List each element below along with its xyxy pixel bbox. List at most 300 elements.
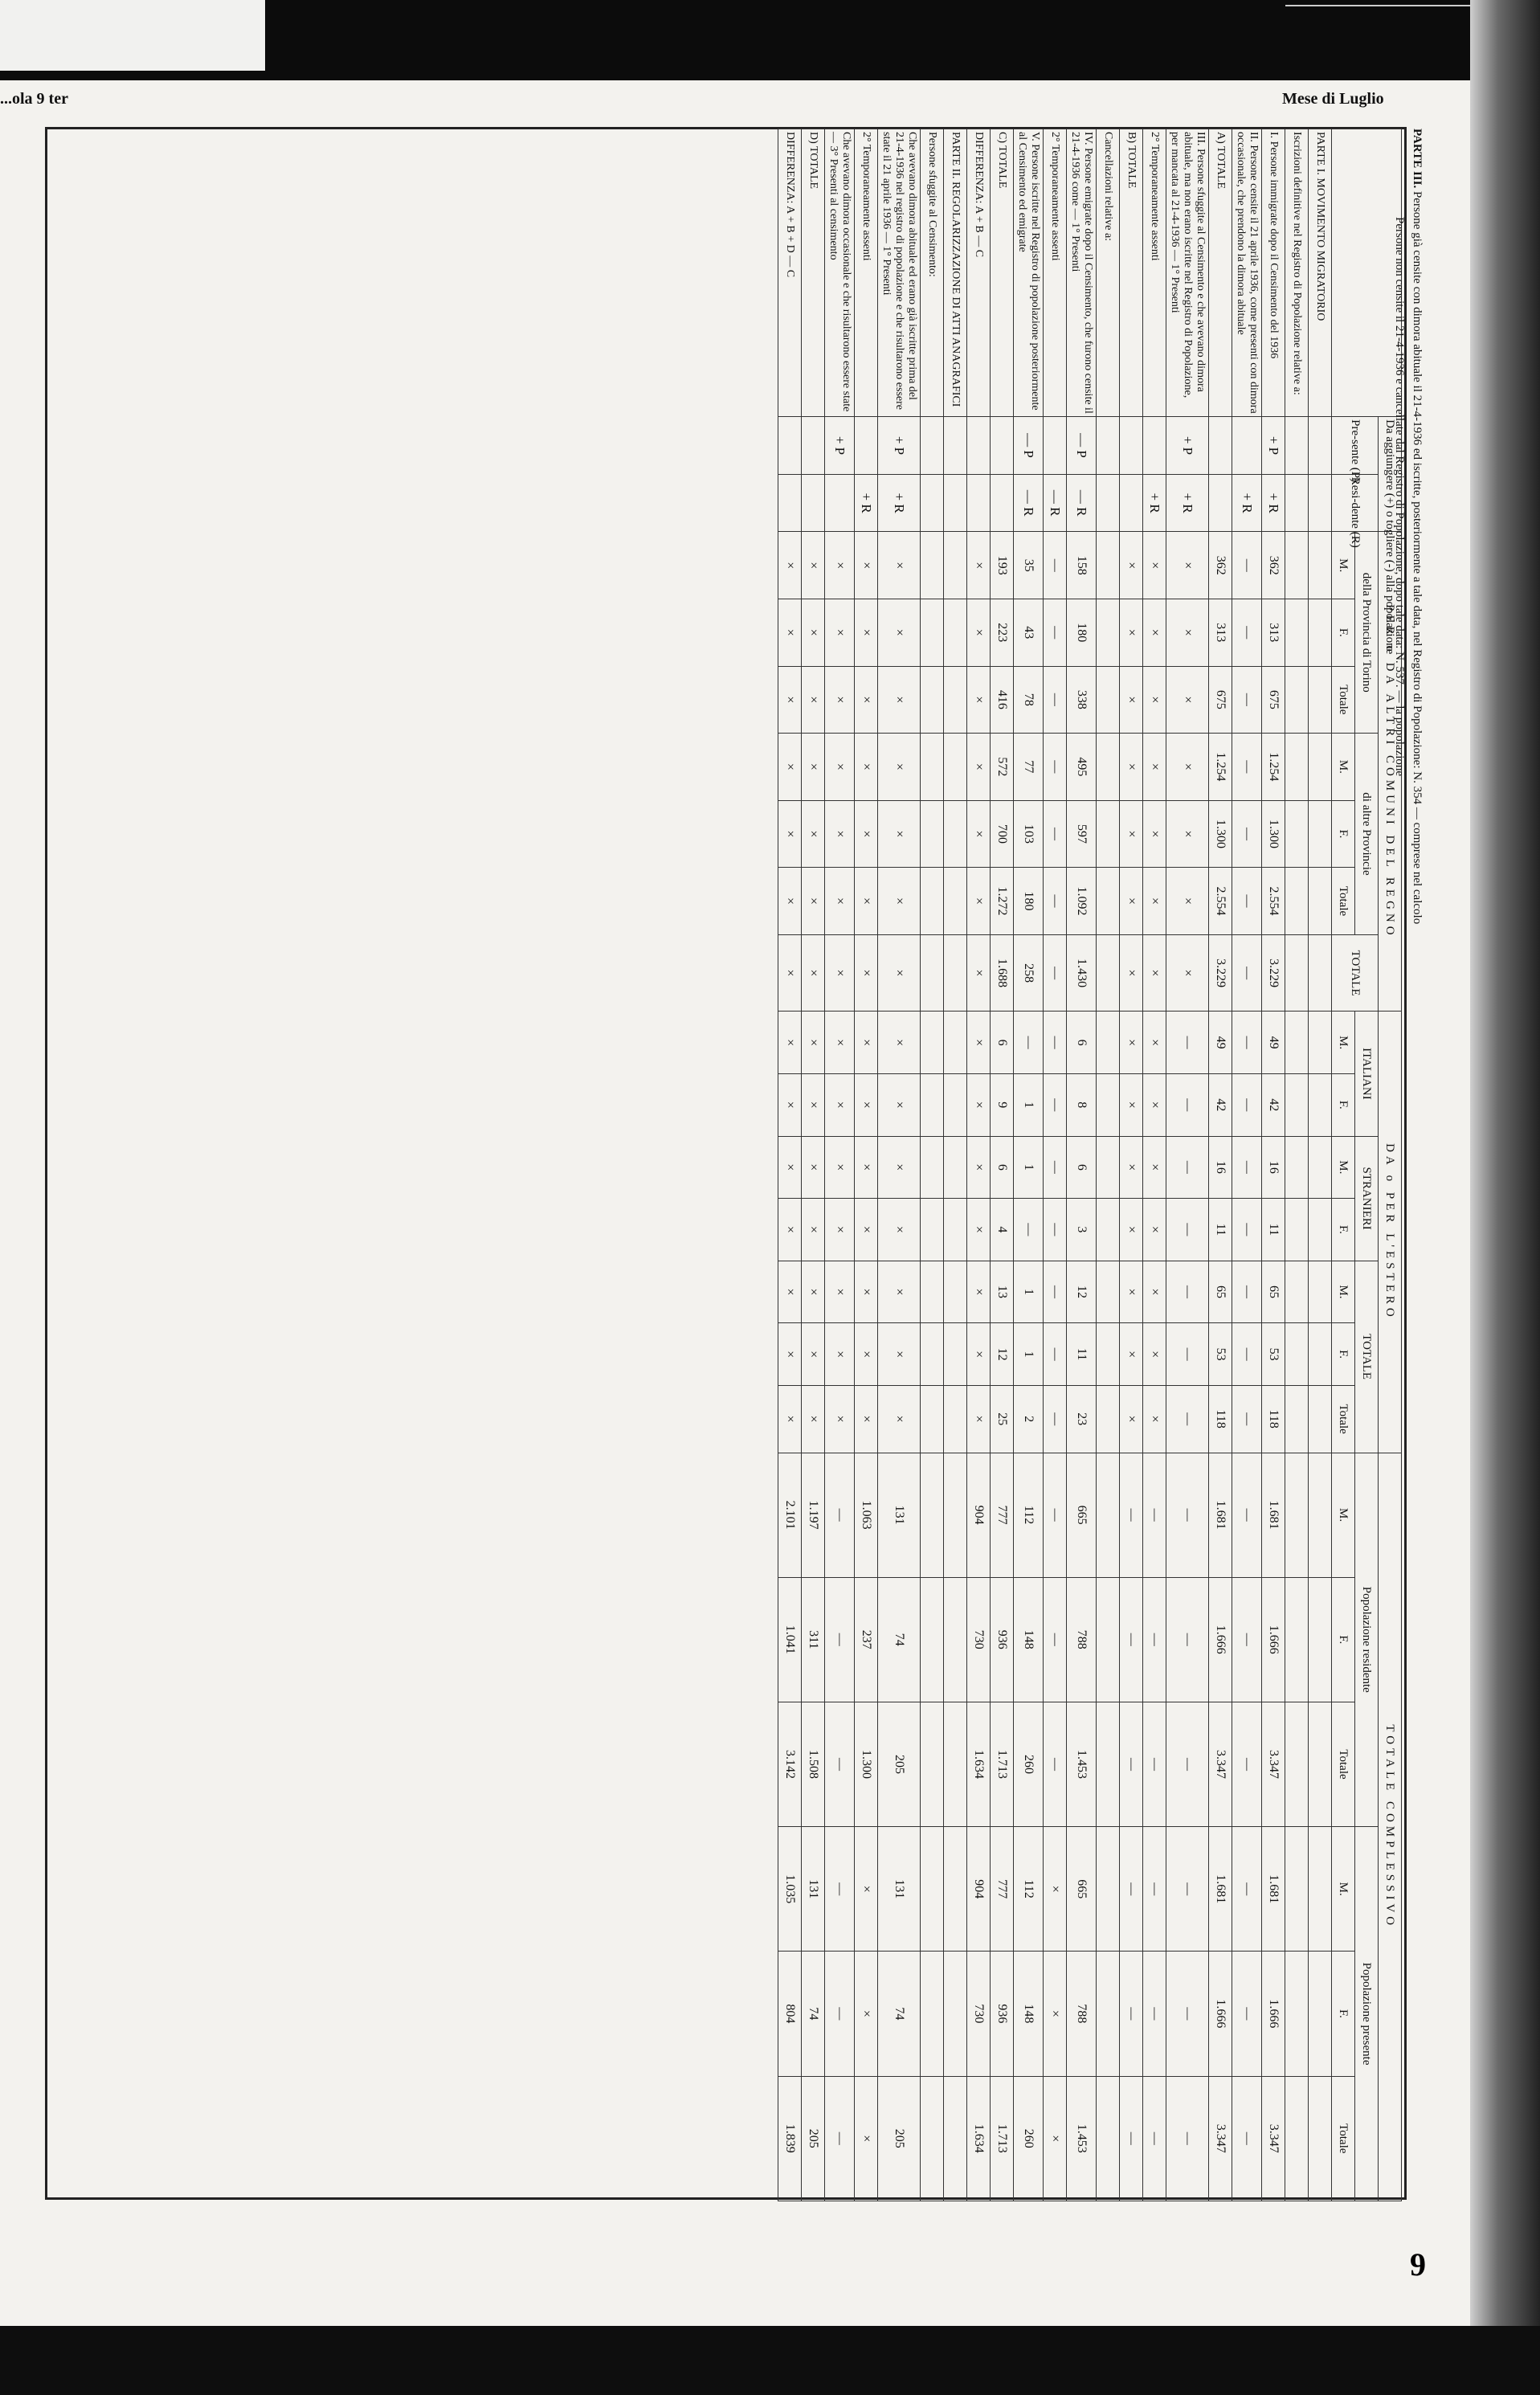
residente-sign: + R <box>1262 474 1285 532</box>
table-cell <box>1285 1199 1309 1261</box>
table-cell: × <box>1166 599 1209 666</box>
table-cell: 1.254 <box>1209 734 1232 801</box>
table-cell: 8 <box>1067 1073 1097 1136</box>
table-cell: 25 <box>991 1385 1014 1453</box>
table-cell <box>944 1702 967 1826</box>
col-f: F. <box>1332 800 1355 868</box>
table-cell: × <box>1120 532 1143 599</box>
table-cell: × <box>1166 734 1209 801</box>
table-cell: 180 <box>1014 868 1044 935</box>
row-description: I. Persone immigrate dopo il Censimento del 1936 <box>1262 129 1285 417</box>
table-cell: × <box>878 800 921 868</box>
presente-sign: — P <box>1014 417 1044 475</box>
table-cell: × <box>825 734 855 801</box>
table-cell: 777 <box>991 1827 1014 1952</box>
table-cell: — <box>1232 666 1262 734</box>
table-cell: 42 <box>1262 1073 1285 1136</box>
table-cell: × <box>802 1012 825 1074</box>
table-cell <box>921 734 944 801</box>
table-cell: 1.634 <box>967 1702 991 1826</box>
table-cell: — <box>1120 2076 1143 2201</box>
footer-notes: PARTE III. Persone già censite con dimora abituale il 21-4-1936 ed iscritte, posteriormente a tale data, nel Registro di Popolazione: N. 354 — comprese nel calcolo Persone non censite il 21-4-1936 e cancellate dal Registro di Popolazione, dopo tale data: N. 537. — la popolazione <box>1393 129 1424 925</box>
table-cell: 112 <box>1014 1453 1044 1577</box>
table-cell <box>921 1012 944 1074</box>
table-cell: — <box>1232 1827 1262 1952</box>
table-cell <box>1097 1577 1120 1702</box>
table-row <box>1166 129 1209 2201</box>
var-group-header: Da aggiungere (+) o togliere (-) alla popolazione <box>1379 417 1402 532</box>
table-cell: × <box>802 800 825 868</box>
table-cell: × <box>802 1323 825 1386</box>
presente-sign <box>855 417 878 475</box>
table-cell: — <box>1166 1261 1209 1323</box>
table-cell: × <box>878 1073 921 1136</box>
table-cell <box>1285 1261 1309 1323</box>
residente-sign <box>944 474 967 532</box>
table-cell: × <box>855 800 878 868</box>
table-cell <box>1309 599 1332 666</box>
rotated-table <box>44 129 1402 2201</box>
table-cell: 311 <box>802 1577 825 1702</box>
table-cell <box>921 800 944 868</box>
table-cell: × <box>967 934 991 1012</box>
presente-header: Pre-sente (P) <box>1332 417 1379 475</box>
table-cell <box>1097 734 1120 801</box>
table-cell: — <box>1044 1012 1067 1074</box>
table-cell: × <box>878 734 921 801</box>
table-cell: 193 <box>991 532 1014 599</box>
table-cell <box>1285 1702 1309 1826</box>
residente-sign <box>991 474 1014 532</box>
table-cell: — <box>1166 1827 1209 1952</box>
table-cell: 205 <box>802 2076 825 2201</box>
top-dark-border <box>0 0 1540 88</box>
table-cell <box>921 1199 944 1261</box>
table-cell: × <box>778 868 802 935</box>
table-cell: 223 <box>991 599 1014 666</box>
table-cell: × <box>802 1261 825 1323</box>
table-cell <box>1097 1702 1120 1826</box>
table-cell: 338 <box>1067 666 1097 734</box>
table-cell <box>1285 1323 1309 1386</box>
table-cell: 362 <box>1262 532 1285 599</box>
table-cell: 1.666 <box>1262 1577 1285 1702</box>
table-cell: 675 <box>1209 666 1232 734</box>
col-f: F. <box>1332 599 1355 666</box>
table-cell: 148 <box>1014 1952 1044 2076</box>
provincia-torino-header: della Provincia di Torino <box>1355 532 1379 734</box>
table-row <box>1262 129 1285 2201</box>
table-cell: × <box>1120 599 1143 666</box>
table-cell <box>1285 532 1309 599</box>
row-description: Che avevano dimora abituale ed erano già iscritte prima del 21-4-1936 nel registro di popolazione e che risultarono essere state il 21 aprile 1936 — 1° Presenti <box>878 129 921 417</box>
table-cell <box>1097 532 1120 599</box>
table-cell: — <box>1232 2076 1262 2201</box>
residente-sign: — R <box>1044 474 1067 532</box>
table-cell <box>1097 1385 1120 1453</box>
col-totale: Totale <box>1332 666 1355 734</box>
col-m: M. <box>1332 532 1355 599</box>
table-cell: — <box>1014 1012 1044 1074</box>
table-cell: — <box>825 1702 855 1826</box>
table-cell <box>1309 1453 1332 1577</box>
table-cell <box>921 1453 944 1577</box>
table-cell: × <box>1120 1199 1143 1261</box>
table-cell: 313 <box>1209 599 1232 666</box>
table-cell: × <box>855 1323 878 1386</box>
table-cell: — <box>1120 1702 1143 1826</box>
table-cell: × <box>878 1136 921 1199</box>
table-cell: × <box>778 734 802 801</box>
table-cell: 42 <box>1209 1073 1232 1136</box>
table-cell <box>1285 934 1309 1012</box>
table-cell: × <box>1166 868 1209 935</box>
table-row <box>1285 129 1309 2201</box>
table-cell <box>921 1827 944 1952</box>
table-cell: × <box>878 1261 921 1323</box>
table-cell: — <box>1044 1323 1067 1386</box>
table-cell: 13 <box>991 1261 1014 1323</box>
table-cell: × <box>967 734 991 801</box>
totale-complessivo-header: TOTALE COMPLESSIVO <box>1379 1453 1402 2201</box>
table-cell: 700 <box>991 800 1014 868</box>
residente-sign <box>1209 474 1232 532</box>
table-cell: — <box>1166 1385 1209 1453</box>
presente-sign <box>1309 417 1332 475</box>
table-cell: 362 <box>1209 532 1232 599</box>
table-cell: × <box>825 532 855 599</box>
table-cell: × <box>802 1199 825 1261</box>
table-cell <box>921 1261 944 1323</box>
table-cell <box>1097 1827 1120 1952</box>
table-cell: × <box>1143 934 1166 1012</box>
table-cell: × <box>1120 1261 1143 1323</box>
table-cell <box>921 532 944 599</box>
table-cell <box>1285 1952 1309 2076</box>
table-cell: × <box>967 666 991 734</box>
table-cell: × <box>825 1012 855 1074</box>
table-cell: 313 <box>1262 599 1285 666</box>
residente-sign <box>1285 474 1309 532</box>
table-cell: — <box>1044 868 1067 935</box>
table-cell: — <box>1166 1136 1209 1199</box>
table-cell: 730 <box>967 1952 991 2076</box>
col-m: M. <box>1332 1261 1355 1323</box>
table-cell: × <box>825 1323 855 1386</box>
table-cell: × <box>1120 800 1143 868</box>
table-cell: — <box>1143 1827 1166 1952</box>
table-cell: 9 <box>991 1073 1014 1136</box>
table-cell: × <box>778 1199 802 1261</box>
table-row <box>1209 129 1232 2201</box>
table-cell: 1.666 <box>1209 1952 1232 2076</box>
table-row <box>921 129 944 2201</box>
table-cell: × <box>1120 666 1143 734</box>
table-cell: 2 <box>1014 1385 1044 1453</box>
table-cell <box>944 1199 967 1261</box>
row-description: 2° Temporaneamente assenti <box>1143 129 1166 417</box>
per-estero-header: DA o PER L'ESTERO <box>1379 1012 1402 1453</box>
table-cell: 205 <box>878 2076 921 2201</box>
table-cell: 804 <box>778 1952 802 2076</box>
table-cell: × <box>878 599 921 666</box>
table-row <box>967 129 991 2201</box>
row-description: V. Persone iscritte nel Registro di popolazione posteriormente al Censimento ed emigrate <box>1014 129 1044 417</box>
table-cell: × <box>1143 1136 1166 1199</box>
table-cell: — <box>1166 1199 1209 1261</box>
table-cell: 3.229 <box>1262 934 1285 1012</box>
table-cell <box>1097 934 1120 1012</box>
col-m: M. <box>1332 1012 1355 1074</box>
table-cell <box>921 1385 944 1453</box>
presente-sign: + P <box>878 417 921 475</box>
col-f: F. <box>1332 1199 1355 1261</box>
table-cell: — <box>1143 1952 1166 2076</box>
table-cell <box>944 1073 967 1136</box>
table-cell: 1.508 <box>802 1702 825 1826</box>
presente-sign: + P <box>825 417 855 475</box>
table-cell: 788 <box>1067 1577 1097 1702</box>
table-cell: — <box>1166 1012 1209 1074</box>
footer-line-1: Persone già censite con dimora abituale il 21-4-1936 ed iscritte, posteriormente a tale data, nel Registro di Popolazione: N. 354 <box>1411 190 1424 805</box>
residente-sign: + R <box>1143 474 1166 532</box>
row-description: A) TOTALE <box>1209 129 1232 417</box>
table-cell: × <box>878 1385 921 1453</box>
table-cell: × <box>1120 934 1143 1012</box>
table-cell: × <box>825 666 855 734</box>
table-cell: — <box>1143 1577 1166 1702</box>
col-m: M. <box>1332 1136 1355 1199</box>
table-cell: × <box>1143 599 1166 666</box>
table-cell: — <box>1120 1577 1143 1702</box>
table-cell: × <box>878 666 921 734</box>
row-description: B) TOTALE <box>1120 129 1143 417</box>
table-row <box>1143 129 1166 2201</box>
table-cell: 43 <box>1014 599 1044 666</box>
table-cell: — <box>1044 1261 1067 1323</box>
table-cell <box>944 1385 967 1453</box>
table-cell <box>921 1136 944 1199</box>
table-cell: 1.272 <box>991 868 1014 935</box>
table-cell: — <box>825 2076 855 2201</box>
table-cell: 1.300 <box>1209 800 1232 868</box>
residente-sign <box>1120 474 1143 532</box>
presente-sign <box>921 417 944 475</box>
col-f: F. <box>1332 1073 1355 1136</box>
table-cell <box>1285 1136 1309 1199</box>
table-cell: × <box>1143 1323 1166 1386</box>
row-description: PARTE II. REGOLARIZZAZIONE DI ATTI ANAGRAFICI <box>944 129 967 417</box>
table-cell: × <box>1143 1012 1166 1074</box>
table-cell: × <box>778 666 802 734</box>
table-cell <box>1097 1012 1120 1074</box>
table-row <box>1067 129 1097 2201</box>
table-cell <box>1309 1136 1332 1199</box>
table-cell: 35 <box>1014 532 1044 599</box>
residente-sign <box>802 474 825 532</box>
table-cell: 3.347 <box>1209 1702 1232 1826</box>
table-cell: × <box>855 1261 878 1323</box>
table-cell: × <box>1120 868 1143 935</box>
table-cell <box>1097 1261 1120 1323</box>
table-cell <box>1285 2076 1309 2201</box>
table-cell: × <box>1044 1952 1067 2076</box>
table-cell: × <box>1120 1012 1143 1074</box>
col-totale: Totale <box>1332 2076 1355 2201</box>
table-cell: × <box>1166 666 1209 734</box>
table-cell: × <box>967 532 991 599</box>
table-cell: 118 <box>1209 1385 1232 1453</box>
row-description: C) TOTALE <box>991 129 1014 417</box>
table-cell <box>1097 599 1120 666</box>
row-description: III. Persone sfuggite al Censimento e che avevano dimora abituale, ma non erano iscritte nel Registro di Popolazione, per mancata al 21-4-1936 — 1° Presenti <box>1166 129 1209 417</box>
table-cell: × <box>778 800 802 868</box>
table-cell: × <box>802 1385 825 1453</box>
table-row <box>1044 129 1067 2201</box>
table-cell: — <box>1232 1261 1262 1323</box>
col-m: M. <box>1332 1453 1355 1577</box>
table-cell: 6 <box>991 1012 1014 1074</box>
table-cell: — <box>1232 1577 1262 1702</box>
table-cell <box>1309 532 1332 599</box>
footer-note-1: comprese nel calcolo <box>1411 822 1424 925</box>
table-cell <box>1097 1323 1120 1386</box>
table-cell <box>921 1323 944 1386</box>
col-m: M. <box>1332 734 1355 801</box>
table-cell: — <box>1232 1012 1262 1074</box>
table-cell <box>1097 2076 1120 2201</box>
table-cell: × <box>1143 532 1166 599</box>
table-cell: × <box>825 1385 855 1453</box>
table-cell: 1.681 <box>1262 1453 1285 1577</box>
presente-sign <box>1097 417 1120 475</box>
totale-regno-header: TOTALE <box>1332 934 1379 1012</box>
table-cell: × <box>802 1073 825 1136</box>
table-cell: × <box>1143 666 1166 734</box>
table-cell <box>1285 734 1309 801</box>
table-cell: × <box>855 2076 878 2201</box>
table-cell <box>944 599 967 666</box>
table-cell: × <box>855 1385 878 1453</box>
table-cell: × <box>778 1323 802 1386</box>
table-cell: × <box>778 934 802 1012</box>
table-cell <box>1309 1323 1332 1386</box>
footer-label: PARTE III. <box>1411 129 1424 189</box>
table-cell: — <box>1044 1073 1067 1136</box>
table-cell: 788 <box>1067 1952 1097 2076</box>
table-cell: 103 <box>1014 800 1044 868</box>
table-cell: 1.666 <box>1262 1952 1285 2076</box>
table-cell <box>1309 1827 1332 1952</box>
table-cell: × <box>802 734 825 801</box>
table-cell <box>944 1323 967 1386</box>
table-cell: 572 <box>991 734 1014 801</box>
table-cell: 1.713 <box>991 1702 1014 1826</box>
table-cell <box>1309 1199 1332 1261</box>
table-cell: × <box>825 868 855 935</box>
table-cell: — <box>1232 1199 1262 1261</box>
residente-sign <box>921 474 944 532</box>
table-cell: × <box>802 599 825 666</box>
row-description: DIFFERENZA: A + B + D — C <box>778 129 802 417</box>
table-cell: 65 <box>1262 1261 1285 1323</box>
table-cell: × <box>855 1199 878 1261</box>
table-cell <box>944 532 967 599</box>
table-cell: × <box>967 599 991 666</box>
table-cell: — <box>1120 1827 1143 1952</box>
row-description: Persone sfuggite al Censimento: <box>921 129 944 417</box>
table-cell <box>1285 599 1309 666</box>
residente-sign: — R <box>1067 474 1097 532</box>
table-cell <box>921 2076 944 2201</box>
col-m: M. <box>1332 1827 1355 1952</box>
table-cell: × <box>1143 800 1166 868</box>
table-cell: — <box>1232 1702 1262 1826</box>
table-cell: × <box>825 1261 855 1323</box>
per-regno-header: PER o DA ALTRI COMUNI DEL REGNO <box>1379 532 1402 1012</box>
table-cell: 53 <box>1209 1323 1232 1386</box>
table-cell: 65 <box>1209 1261 1232 1323</box>
table-cell: 1.839 <box>778 2076 802 2201</box>
table-cell: × <box>1143 1261 1166 1323</box>
presente-sign <box>1232 417 1262 475</box>
table-cell: × <box>1120 734 1143 801</box>
table-cell: — <box>1232 1136 1262 1199</box>
table-cell: 3 <box>1067 1199 1097 1261</box>
table-cell: — <box>1232 1073 1262 1136</box>
table-row <box>802 129 825 2201</box>
table-cell: 23 <box>1067 1385 1097 1453</box>
table-cell: 1.197 <box>802 1453 825 1577</box>
table-cell <box>921 1577 944 1702</box>
table-cell: × <box>825 1199 855 1261</box>
row-description: IV. Persone emigrate dopo il Censimento, che furono censite il 21-4-1936 come — 1° Presenti <box>1067 129 1097 417</box>
table-cell: 665 <box>1067 1453 1097 1577</box>
month-label: Mese di Luglio <box>1282 90 1384 108</box>
table-row <box>825 129 855 2201</box>
table-cell: × <box>778 1385 802 1453</box>
table-cell: × <box>1143 734 1166 801</box>
table-cell: 1.453 <box>1067 2076 1097 2201</box>
table-cell: 904 <box>967 1453 991 1577</box>
table-cell: 12 <box>991 1323 1014 1386</box>
table-cell: 1.681 <box>1209 1827 1232 1952</box>
table-cell: 180 <box>1067 599 1097 666</box>
table-cell <box>944 1012 967 1074</box>
table-cell <box>944 1453 967 1577</box>
presente-sign <box>944 417 967 475</box>
table-row <box>944 129 967 2201</box>
table-cell <box>1285 666 1309 734</box>
table-cell: — <box>1232 934 1262 1012</box>
table-row <box>1120 129 1143 2201</box>
row-description: PARTE I. MOVIMENTO MIGRATORIO <box>1309 129 1332 417</box>
table-cell: × <box>802 532 825 599</box>
table-cell: — <box>1232 1323 1262 1386</box>
table-cell: 1.634 <box>967 2076 991 2201</box>
paper-corner <box>0 0 265 71</box>
table-cell <box>944 934 967 1012</box>
table-cell <box>1097 868 1120 935</box>
table-cell: 1.453 <box>1067 1702 1097 1826</box>
table-cell: × <box>967 1261 991 1323</box>
table-cell: 2.554 <box>1209 868 1232 935</box>
table-cell: × <box>855 934 878 1012</box>
table-cell: 74 <box>878 1577 921 1702</box>
table-cell <box>1309 2076 1332 2201</box>
table-cell: 3.142 <box>778 1702 802 1826</box>
table-cell: × <box>825 1073 855 1136</box>
